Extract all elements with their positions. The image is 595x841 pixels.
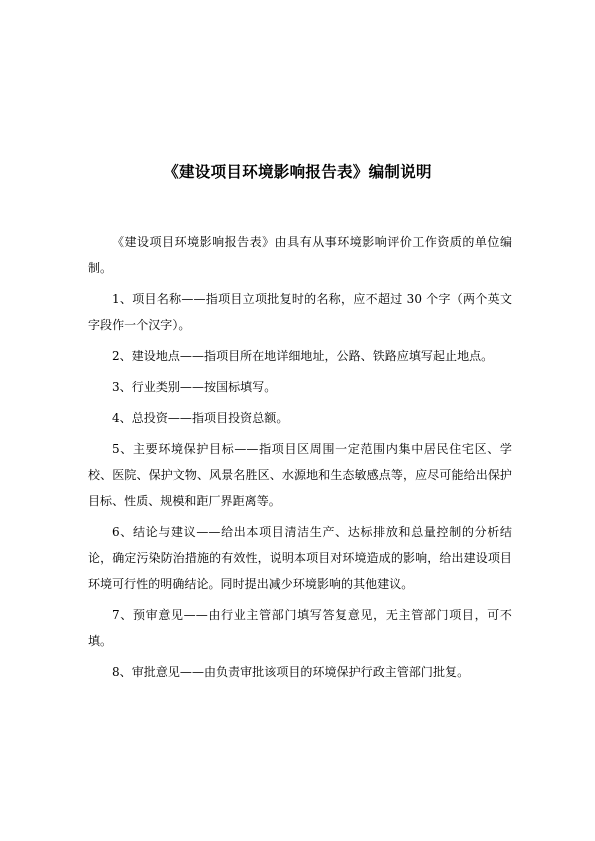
paragraph-intro: 《建设项目环境影响报告表》由具有从事环境影响评价工作资质的单位编制。 xyxy=(88,235,512,275)
paragraph-item-2: 2、建设地点——指项目所在地详细地址，公路、铁路应填写起止地点。 xyxy=(112,349,494,363)
paragraph-item-6: 6、结论与建议——给出本项目清洁生产、达标排放和总量控制的分析结论，确定污染防治措施的有效性，说明本项目对环境造成的影响，给出建设项目环境可行性的明确结论。同时提出减少环境影响的其他建议。 xyxy=(88,525,512,591)
paragraph-item-5: 5、主要环境保护目标——指项目区周围一定范围内集中居民住宅区、学校、医院、保护文物、风景名胜区、水源地和生态敏感点等，应尽可能给出保护目标、性质、规模和距厂界距离等。 xyxy=(88,442,512,508)
document-title: 《建设项目环境影响报告表》编制说明 xyxy=(163,163,432,181)
paragraph-item-3: 3、行业类别——按国标填写。 xyxy=(112,380,277,394)
paragraph-item-1: 1、项目名称——指项目立项批复时的名称，应不超过 30 个字（两个英文字段作一个汉字）。 xyxy=(88,292,512,332)
paragraph-item-4: 4、总投资——指项目投资总额。 xyxy=(112,411,289,425)
paragraph-item-7: 7、预审意见——由行业主管部门填写答复意见，无主管部门项目，可不填。 xyxy=(88,608,512,648)
document-body xyxy=(88,229,512,690)
paragraph-item-8: 8、审批意见——由负责审批该项目的环境保护行政主管部门批复。 xyxy=(112,665,470,679)
